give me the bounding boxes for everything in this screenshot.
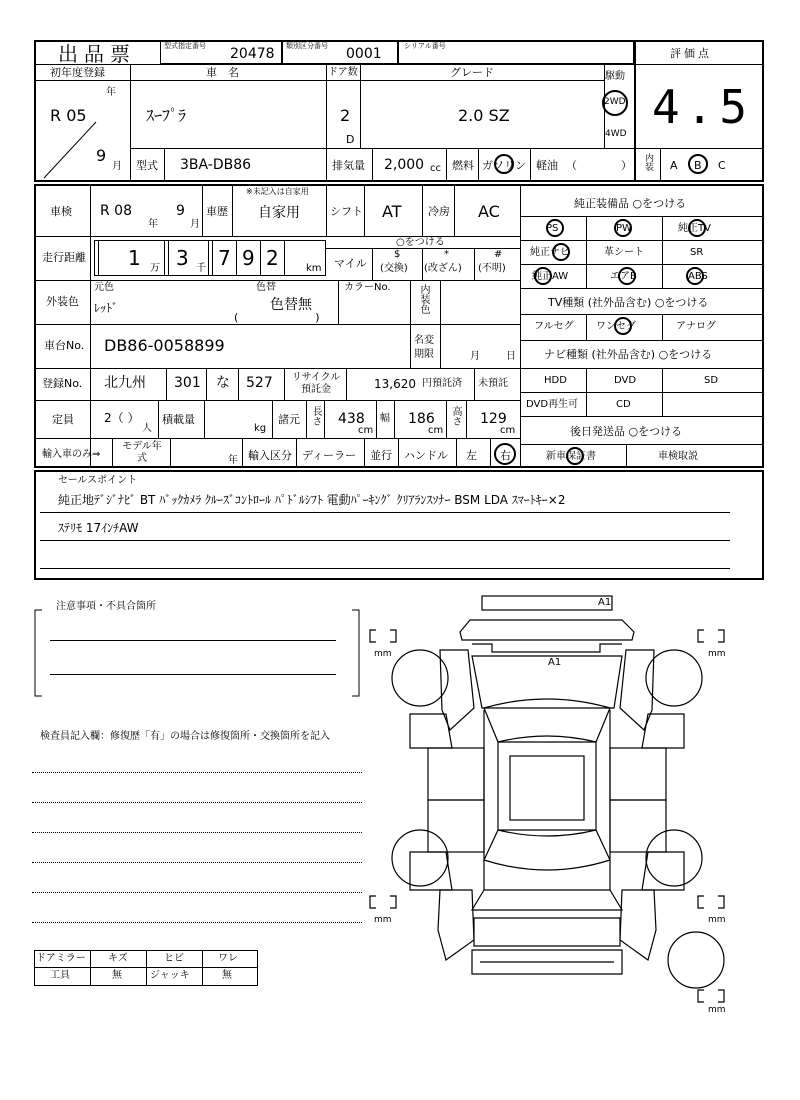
- reg-number: 527: [246, 375, 273, 391]
- tv-oneseg: ワンセグ: [596, 321, 636, 332]
- mm-front-left: mm: [374, 649, 392, 659]
- mileage-digit-4: 9: [242, 246, 255, 270]
- equip-aw: 純正AW: [532, 271, 569, 282]
- drive-2wd: 2WD: [604, 97, 626, 107]
- interior-b-circle: [688, 154, 708, 174]
- fuel-other: （ ）: [566, 159, 632, 172]
- equip-tv: 純正TV: [678, 223, 711, 234]
- sales-frame: [34, 470, 764, 580]
- tv-fullseg: フルセグ: [534, 321, 574, 332]
- category-label: 類別区分番号: [286, 42, 328, 50]
- sales-label: セールスポイント: [58, 475, 138, 486]
- recycle-unpaid: 未預託: [478, 378, 508, 389]
- capacity-label: 定員: [52, 413, 74, 426]
- mile-exchange-symbol: $: [394, 249, 401, 260]
- capacity-value: 2（ ）: [104, 411, 140, 425]
- form-title: 出品票: [58, 42, 136, 66]
- mile-tamper-symbol: *: [444, 249, 449, 260]
- mileage-digit-3: 7: [218, 246, 231, 270]
- history-label: 車歴: [206, 205, 228, 218]
- navi-cd: CD: [616, 399, 631, 410]
- missing-tools-value: 無: [112, 970, 122, 981]
- fuel-gasoline: ガソリン: [482, 159, 526, 172]
- ac-value: AC: [478, 202, 500, 221]
- equipment-title: 純正装備品 ○をつける: [574, 197, 687, 210]
- missing-jack-value: 無: [222, 970, 232, 981]
- equip-pw: PW: [616, 223, 632, 234]
- equip-abs: ABS: [688, 271, 708, 282]
- model-year-label: モデル年式: [122, 441, 162, 464]
- car-diagram: [360, 590, 760, 1020]
- reg-label: 登録No.: [42, 377, 83, 390]
- first-reg-era: R 05: [50, 106, 87, 125]
- inspection-year-suffix: 年: [148, 219, 158, 230]
- mile-unknown: (不明): [478, 263, 506, 274]
- serial-label: シリアル番号: [404, 42, 446, 50]
- mileage-digit-5: 2: [266, 246, 279, 270]
- missing-tools-label: 工具: [50, 970, 70, 981]
- ac-label: 冷房: [428, 205, 450, 218]
- interior-a: A: [670, 159, 678, 172]
- damage-mark-hood: A1: [548, 657, 562, 668]
- mileage-label: 走行距離: [42, 251, 86, 264]
- repaint-label: 色替: [256, 282, 276, 293]
- missing-header-break: ワレ: [218, 953, 238, 964]
- dims-label: 諸元: [278, 413, 300, 426]
- equip-pw-circle: [614, 219, 632, 237]
- mile-note: ○をつける: [396, 237, 445, 248]
- history-note: ※未記入は自家用: [246, 187, 309, 196]
- displacement-unit: cc: [430, 163, 441, 174]
- title-change-month: 月: [470, 351, 480, 362]
- missing-header-mirror: ドアミラー: [36, 953, 86, 964]
- import-parallel: 並行: [370, 449, 392, 462]
- mile-unknown-symbol: #: [494, 249, 503, 260]
- mm-rear-right: mm: [708, 915, 726, 925]
- length-label: 長さ: [310, 406, 321, 426]
- import-label: 輸入車のみ⇒: [42, 449, 101, 460]
- doors-value: 2: [340, 106, 351, 125]
- load-label: 積載量: [162, 413, 195, 426]
- equip-leather: 革シート: [604, 247, 644, 258]
- mm-spare: mm: [708, 1005, 726, 1015]
- equip-navi-circle: [552, 243, 570, 261]
- model-type-value: 3BA-DB86: [180, 157, 252, 173]
- door-type: D: [346, 133, 355, 146]
- displacement-value: 2,000: [384, 157, 425, 173]
- inspection-month-suffix: 月: [190, 219, 200, 230]
- handle-right: 右: [500, 449, 511, 462]
- recycle-amount: 13,620: [374, 377, 416, 391]
- title-change-label: 名変期限: [414, 335, 434, 360]
- sales-line-2: ｽﾃﾘﾓ 17ｲﾝﾁAW: [58, 521, 139, 535]
- car-name-label: 車 名: [206, 66, 239, 79]
- after-warranty: 新車保証書: [546, 451, 596, 462]
- displacement-label: 排気量: [332, 159, 365, 172]
- height-unit: cm: [500, 425, 516, 436]
- mileage-digit-2: 3: [176, 246, 189, 270]
- inspection-era: R 08: [100, 203, 132, 219]
- drive-4wd: 4WD: [605, 129, 627, 139]
- color-no-label: カラーNo.: [344, 282, 391, 293]
- width-label: 幅: [380, 413, 390, 424]
- tv-oneseg-circle: [614, 317, 632, 335]
- equip-navi: 純正ナビ: [530, 247, 570, 258]
- damage-mark-front-bumper: A1: [598, 597, 612, 608]
- equip-ps-circle: [546, 219, 564, 237]
- repaint-value: 色替無: [270, 297, 312, 313]
- reg-class: 301: [174, 375, 201, 391]
- capacity-unit: 人: [142, 423, 152, 434]
- width-value: 186: [408, 411, 435, 427]
- missing-header-crack: ヒビ: [164, 953, 184, 964]
- orig-color-label: 元色: [94, 282, 114, 293]
- mileage-unit-man: 万: [150, 263, 160, 274]
- first-reg-month-suffix: 月: [112, 161, 122, 172]
- model-designation-value: 20478: [230, 46, 275, 62]
- caution-brackets: [32, 606, 362, 702]
- mileage-unit-sen: 千: [196, 263, 206, 274]
- drive-2wd-circle: [602, 90, 628, 116]
- navi-sd: SD: [704, 375, 719, 386]
- length-unit: cm: [358, 425, 374, 436]
- reg-kana: な: [216, 375, 230, 391]
- height-value: 129: [480, 411, 507, 427]
- fuel-diesel: 軽油: [536, 159, 558, 172]
- exterior-label: 外装色: [46, 295, 79, 308]
- inspection-label: 車検: [50, 205, 72, 218]
- equip-aw-circle: [534, 267, 552, 285]
- model-year-unit: 年: [228, 455, 238, 466]
- chassis-value: DB86-0058899: [104, 336, 225, 355]
- sales-line-1: 純正地ﾃﾞｼﾞﾅﾋﾞ BT ﾊﾞｯｸｶﾒﾗ ｸﾙｰｽﾞｺﾝﾄﾛｰﾙ ﾊﾟﾄﾞﾙｼﾌﾄ 電動ﾊﾟｰｷﾝｸﾞ ｸﾘｱﾗﾝｽｿﾅｰ BSM LDA ｽﾏｰﾄｷｰ×2: [58, 493, 566, 507]
- after-manual: 車検取説: [658, 451, 698, 462]
- interior-c: C: [718, 159, 726, 172]
- shift-value: AT: [382, 202, 402, 221]
- first-reg-label: 初年度登録: [50, 66, 105, 79]
- reg-area: 北九州: [104, 375, 146, 391]
- drive-label: 駆動: [605, 71, 625, 82]
- grade-label: グレード: [450, 66, 494, 79]
- fuel-label: 燃料: [452, 159, 474, 172]
- mm-front-right: mm: [708, 649, 726, 659]
- interior-label: 内装: [643, 153, 653, 171]
- orig-color-value: ﾚｯﾄﾞ: [94, 301, 119, 315]
- equip-abs-circle: [686, 267, 704, 285]
- handle-left: 左: [466, 449, 477, 462]
- equip-sr: SR: [690, 247, 704, 258]
- import-dealer: ディーラー: [302, 449, 357, 462]
- load-unit: kg: [254, 423, 267, 434]
- title-change-day: 日: [506, 351, 516, 362]
- mile-tamper: (改ざん): [424, 263, 462, 274]
- after-warranty-circle: [566, 447, 584, 465]
- car-name-value: ｽｰﾌﾟﾗ: [146, 106, 187, 125]
- equip-airbag-circle: [618, 267, 636, 285]
- missing-jack-label: ジャッキ: [150, 970, 190, 981]
- score-value: 4.5: [652, 80, 754, 134]
- mile-label: マイル: [334, 257, 367, 270]
- interior-b: B: [694, 159, 702, 172]
- navi-hdd: HDD: [544, 375, 567, 386]
- height-label: 高さ: [450, 406, 461, 426]
- mile-exchange: (交換): [380, 263, 408, 274]
- first-reg-year-suffix: 年: [106, 87, 116, 98]
- equip-tv-circle: [688, 219, 706, 237]
- model-type-label: 型式: [136, 159, 158, 172]
- handle-right-circle: [494, 443, 516, 465]
- equip-airbag: エアB: [610, 271, 637, 282]
- category-value: 0001: [346, 46, 382, 62]
- inspector-label: 検査員記入欄：修復歴「有」の場合は修復箇所・交換箇所を記入: [40, 731, 330, 742]
- inspection-month: 9: [176, 203, 185, 219]
- equip-ps: PS: [546, 223, 559, 234]
- recycle-label: リサイクル預託金: [291, 372, 341, 395]
- interior-color-label: 内装色: [418, 284, 429, 314]
- caution-label: 注意事項・不具合箇所: [56, 601, 156, 612]
- width-unit: cm: [428, 425, 444, 436]
- chassis-label: 車台No.: [44, 339, 85, 352]
- missing-header-scratch: キズ: [108, 953, 128, 964]
- recycle-status: 円預託済: [422, 378, 462, 389]
- doors-label: ドア数: [328, 67, 358, 78]
- mm-rear-left: mm: [374, 915, 392, 925]
- import-type-label: 輸入区分: [248, 449, 292, 462]
- navi-title: ナビ種類 (社外品含む) ○をつける: [544, 348, 713, 361]
- navi-dvd-play: DVD再生可: [526, 399, 579, 410]
- mileage-unit-km: km: [306, 263, 322, 274]
- mileage-digit-1: 1: [128, 246, 141, 270]
- grade-value: 2.0 SZ: [458, 106, 510, 125]
- fuel-gasoline-circle: [494, 154, 514, 174]
- first-reg-month: 9: [96, 146, 107, 165]
- navi-dvd: DVD: [614, 375, 637, 386]
- shift-label: シフト: [330, 205, 363, 218]
- handle-label: ハンドル: [404, 449, 448, 462]
- score-label: 評価点: [670, 47, 712, 60]
- after-title: 後日発送品 ○をつける: [570, 425, 683, 438]
- length-value: 438: [338, 411, 365, 427]
- tv-analog: アナログ: [676, 321, 716, 332]
- tv-title: TV種類 (社外品含む) ○をつける: [548, 296, 709, 309]
- history-value: 自家用: [258, 205, 300, 221]
- model-designation-label: 型式指定番号: [164, 42, 206, 50]
- repaint-paren: ( ): [234, 311, 320, 324]
